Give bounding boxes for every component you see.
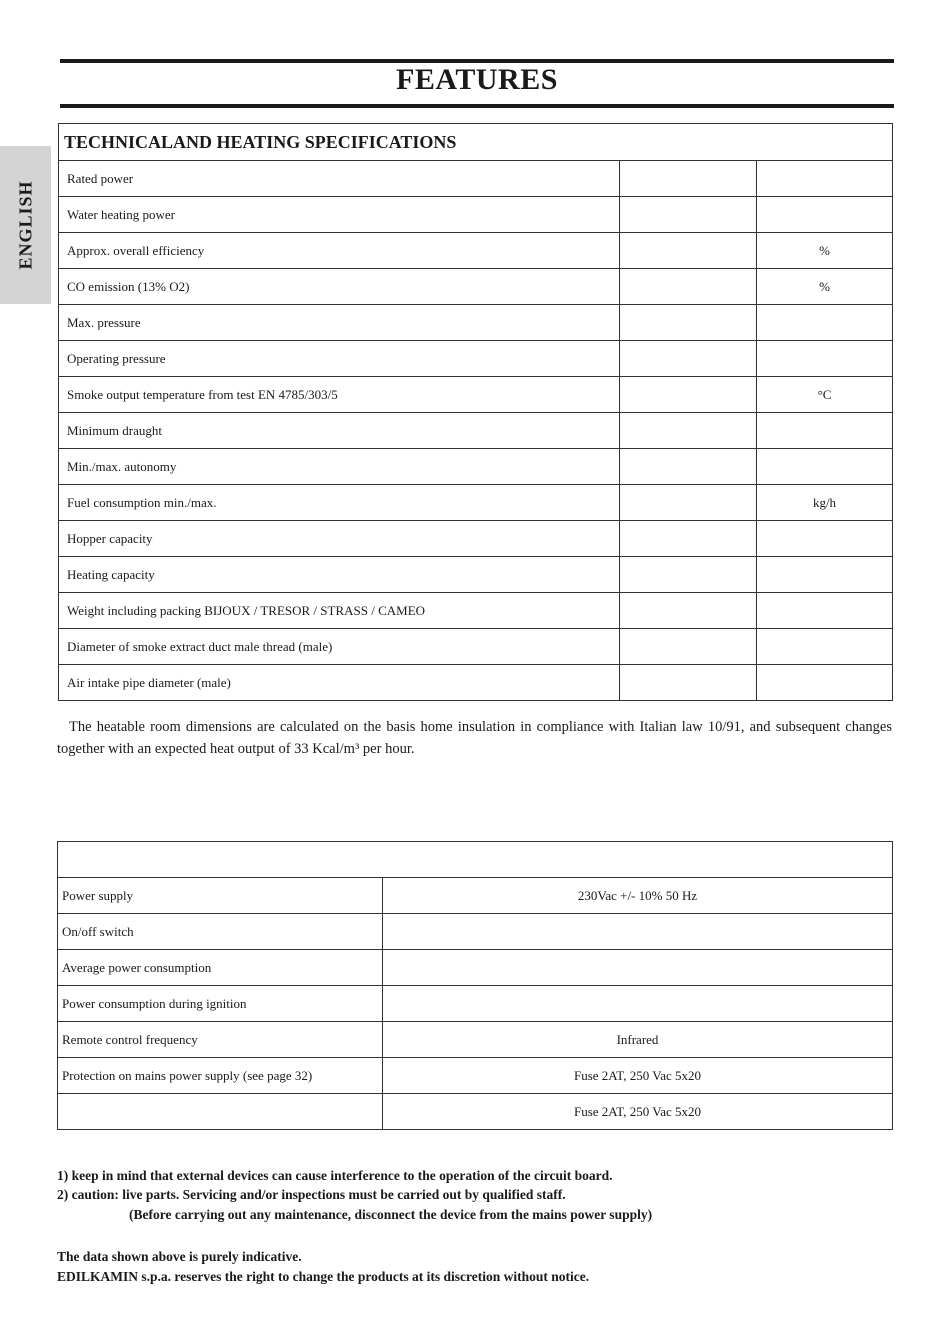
- table-row: [59, 485, 893, 521]
- electrical-value: [383, 950, 893, 986]
- electrical-value: 230Vac +/- 10% 50 Hz: [383, 878, 893, 914]
- table-row: [59, 161, 893, 197]
- table-row: [59, 413, 893, 449]
- language-tab-label: ENGLISH: [15, 180, 35, 270]
- table-row: [59, 341, 893, 377]
- spec-value: [620, 557, 757, 593]
- spec-value: [620, 377, 757, 413]
- electrical-label: Power consumption during ignition: [58, 986, 383, 1022]
- table-row: [59, 521, 893, 557]
- spec-value: [620, 197, 757, 233]
- spec-value: [620, 269, 757, 305]
- heating-specifications-table: [58, 123, 893, 701]
- table-row: [58, 950, 893, 986]
- electrical-table-title: [58, 842, 893, 878]
- disclaimer-1: The data shown above is purely indicative.: [57, 1249, 302, 1264]
- spec-label: Fuel consumption min./max.: [59, 485, 620, 521]
- table-row: [58, 1058, 893, 1094]
- spec-value: [620, 485, 757, 521]
- spec-unit: [757, 557, 893, 593]
- table-row: [58, 1022, 893, 1058]
- electrical-specifications-table: [57, 841, 893, 1130]
- footnote-2: 2) caution: live parts. Servicing and/or inspections must be carried out by qualified staff.: [57, 1187, 566, 1202]
- spec-unit: [757, 593, 893, 629]
- spec-unit: %: [757, 233, 893, 269]
- spec-label: Heating capacity: [59, 557, 620, 593]
- spec-unit: [757, 305, 893, 341]
- electrical-label: Remote control frequency: [58, 1022, 383, 1058]
- bottom-rule: [60, 104, 894, 108]
- table-row: [59, 629, 893, 665]
- spec-label: Operating pressure: [59, 341, 620, 377]
- table-row: [59, 233, 893, 269]
- spec-value: [620, 233, 757, 269]
- electrical-value: [383, 986, 893, 1022]
- table-row: [59, 305, 893, 341]
- spec-value: [620, 413, 757, 449]
- spec-unit: [757, 521, 893, 557]
- spec-label: Rated power: [59, 161, 620, 197]
- table-row: [59, 269, 893, 305]
- spec-unit: [757, 197, 893, 233]
- spec-value: [620, 341, 757, 377]
- electrical-value: Infrared: [383, 1022, 893, 1058]
- spec-unit: [757, 341, 893, 377]
- spec-value: [620, 665, 757, 701]
- spec-label: Water heating power: [59, 197, 620, 233]
- room-dimensions-note: The heatable room dimensions are calculated on the basis home insulation in compliance with Italian law 10/91, and subsequent changes together with an expected heat output of 33 Kcal/m³ per hour.: [57, 719, 892, 757]
- table-row: [59, 557, 893, 593]
- spec-value: [620, 305, 757, 341]
- heating-table-title: TECHNICALAND HEATING SPECIFICATIONS: [59, 124, 893, 161]
- footnote-1: 1) keep in mind that external devices can cause interference to the operation of the circuit board.: [57, 1168, 613, 1183]
- table-header-row: [58, 842, 893, 878]
- spec-value: [620, 449, 757, 485]
- spec-unit: kg/h: [757, 485, 893, 521]
- spec-label: Weight including packing BIJOUX / TRESOR / STRASS / CAMEO: [59, 593, 620, 629]
- spec-unit: [757, 449, 893, 485]
- language-tab: [0, 146, 51, 304]
- spec-label: CO emission (13% O2): [59, 269, 620, 305]
- disclaimer-2: EDILKAMIN s.p.a. reserves the right to change the products at its discretion without notice.: [57, 1269, 590, 1284]
- footnote-3: (Before carrying out any maintenance, disconnect the device from the mains power supply): [129, 1207, 653, 1222]
- table-header-row: [59, 124, 893, 161]
- table-row: [58, 1094, 893, 1130]
- spec-label: Hopper capacity: [59, 521, 620, 557]
- table-row: [59, 197, 893, 233]
- electrical-label: Average power consumption: [58, 950, 383, 986]
- spec-label: Air intake pipe diameter (male): [59, 665, 620, 701]
- spec-value: [620, 521, 757, 557]
- table-row: [58, 878, 893, 914]
- spec-label: Min./max. autonomy: [59, 449, 620, 485]
- table-row: [58, 914, 893, 950]
- spec-unit: °C: [757, 377, 893, 413]
- spec-label: Max. pressure: [59, 305, 620, 341]
- spec-label: Diameter of smoke extract duct male thread (male): [59, 629, 620, 665]
- electrical-value: Fuse 2AT, 250 Vac 5x20: [383, 1058, 893, 1094]
- table-row: [59, 593, 893, 629]
- spec-value: [620, 593, 757, 629]
- table-row: [59, 449, 893, 485]
- electrical-label: [58, 1094, 383, 1130]
- page-title: FEATURES: [396, 63, 558, 96]
- electrical-label: Protection on mains power supply (see page 32): [58, 1058, 383, 1094]
- spec-label: Approx. overall efficiency: [59, 233, 620, 269]
- spec-unit: [757, 161, 893, 197]
- spec-unit: [757, 413, 893, 449]
- electrical-value: [383, 914, 893, 950]
- spec-value: [620, 161, 757, 197]
- spec-unit: [757, 665, 893, 701]
- spec-label: Smoke output temperature from test EN 4785/303/5: [59, 377, 620, 413]
- spec-value: [620, 629, 757, 665]
- table-row: [58, 986, 893, 1022]
- table-row: [59, 377, 893, 413]
- table-row: [59, 665, 893, 701]
- spec-unit: %: [757, 269, 893, 305]
- spec-label: Minimum draught: [59, 413, 620, 449]
- spec-unit: [757, 629, 893, 665]
- electrical-label: Power supply: [58, 878, 383, 914]
- electrical-label: On/off switch: [58, 914, 383, 950]
- electrical-value: Fuse 2AT, 250 Vac 5x20: [383, 1094, 893, 1130]
